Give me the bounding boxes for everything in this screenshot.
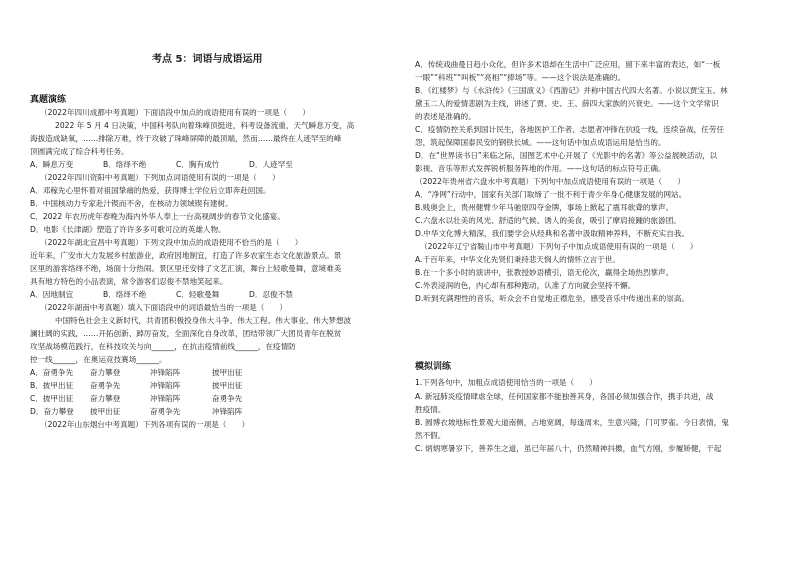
q5-option-c-line: C．疫情防控关系到国计民生，各地医护工作者、志愿者冲锋在抗疫一线，连续奋战，任劳任 xyxy=(415,125,725,134)
q1-stem: （2022年四川成都中考真题）下面语段中加点的成语使用有误的一项是（ ） xyxy=(40,108,310,117)
q3-stem: （2022年湖北宜昌中考真题）下列文段中加点的成语使用不恰当的是（ ） xyxy=(40,238,303,247)
q5-option-a-line: A．传统戏曲曼日趋小众化，但许多术语却在生活中广泛应用，留下来丰富的表达，如“一板 xyxy=(415,60,721,69)
q2-option: B．中国核动力专家赴汁锲而不舍，在核动力领域锲有建树。 xyxy=(30,199,233,208)
q3-option: B．络绎不绝 xyxy=(103,290,147,299)
q5-option-d-line: D．在“世界读书日”来临之际，国图艺术中心开展了《光影中的名著》等公益展映活动，以 xyxy=(415,151,718,160)
q4-cell: 冲锋陷阵 xyxy=(212,407,243,416)
q6-option: D.中华文化博大精深，我们要学会从经典和名著中汲取精神养料，不断充实自我。 xyxy=(415,229,690,238)
q4-passage-line: 澜壮阔的实践，……开拓创新、踔厉奋发，全面深化自身改革，团结带领广大团员青年在脱贫 xyxy=(30,329,342,338)
q3-option: A．因地制宜 xyxy=(30,290,74,299)
page-title: 考点 5：词语与成语运用 xyxy=(152,54,263,65)
q5-option-b-line: 的表述是准确的。 xyxy=(415,112,476,121)
q4-cell: 奋力攀登 xyxy=(90,368,121,377)
m1-stem: 1.下列各句中，加粗点成语使用恰当的一项是（ ） xyxy=(415,378,597,387)
q2-option: C．2022 年农历虎年春晚为海内外华人奉上一台高视阔步的春节文化盛宴。 xyxy=(30,212,285,221)
q4-cell: 冲锋陷阵 xyxy=(150,381,181,390)
q4-cell: 奋力攀登 xyxy=(90,394,121,403)
q2-option: A．邓稼先心里怀着对祖国挚痛的热爱，获得博士学位后立即奔赴回国。 xyxy=(30,186,271,195)
q7-stem: （2022年辽宁省鞍山市中考真题）下列句子中加点成语使用有误的一项是（ ） xyxy=(420,242,698,251)
q4-stem: （2022年湖南中考真题）填入下面语段中的词语最恰当的一项是（ ） xyxy=(40,303,288,312)
m1-option-a-line: A. 新冠肺炎疫情肆虐全球，任何国家都不能独善其身，各国必须加强合作，携手共进，战 xyxy=(415,392,714,401)
q1-passage-line: 海拔造成缺氧，……排除万难，终于攻破了珠峰屏障的最顶端，然而……最终在人迹罕至的峰 xyxy=(30,134,342,143)
q4-cell: 披甲出征 xyxy=(212,368,243,377)
q1-option: A．瞬息万变 xyxy=(30,160,74,169)
q1-passage-line: 顶圆满完成了综合科考任务。 xyxy=(30,147,129,156)
q2-stem: （2022年四川资阳中考真题）下列加点词语使用有误的一项是（ ） xyxy=(40,173,280,182)
q4-cell: 披甲出征 xyxy=(212,381,243,390)
q4-cell: 奋勇争先 xyxy=(212,394,243,403)
q6-option: A．“净网”行动中，国家有关部门取缔了一批不利于青少年身心健康发展的网站。 xyxy=(415,190,687,199)
q7-option: C.外表浸润的色，内心却有那种跑动，认准了方向就会坚持不懈。 xyxy=(415,281,636,290)
q5-option-c-line: 怨，筑起保障国泰民安的钢铁长城。——这句话中加点成语运用是恰当的。 xyxy=(415,138,666,147)
m1-option-b-line: 然不假。 xyxy=(415,431,446,440)
q4-cell: 冲锋陷阵 xyxy=(150,368,181,377)
m1-option-a-line: 胜疫情。 xyxy=(415,405,446,414)
q5-option-a-line: 一眼”“科班”“叫板”“亮相”“捧场”等。——这个说法是准确的。 xyxy=(415,73,626,82)
q6-option: C.六盘水以壮美的风光、舒适的气候、诱人的美食，吸引了摩肩接踵的旅游团。 xyxy=(415,216,681,225)
q1-passage-line: 2022 年 5 月 4 日决策，中国科考队向着珠峰顶挺进，科考设备流重，天气瞬息万变，高 xyxy=(55,121,355,130)
q4-cell: A．奋勇争先 xyxy=(30,368,74,377)
q4-passage-line: 攻坚战场模范践行，在科技攻关与向______，在抗击疫情前线______，在疫情防 xyxy=(30,342,296,351)
q4-cell: 披甲出征 xyxy=(90,407,121,416)
q5-stem: （2022年山东烟台中考真题）下列各项有误的一项是（ ） xyxy=(40,420,250,429)
q1-option: C．胸有成竹 xyxy=(176,160,220,169)
q5-option-d-line: 影视、音乐等形式发挥锐析服务阵地的作用。——这句话的标点符号正确。 xyxy=(415,164,666,173)
q3-option: D．忍俊不禁 xyxy=(249,290,293,299)
q4-cell: D．奋力攀登 xyxy=(30,407,74,416)
q1-option: B．络绎不绝 xyxy=(103,160,147,169)
q5-option-b-line: 黛玉二人的爱情悲剧为主线，讲述了贾、史、王、薛四大家族的兴衰史。——这个文学常识 xyxy=(415,99,719,108)
section-heading-moni: 模拟训练 xyxy=(415,362,452,372)
q3-passage-line: 区里的游客络绎不绝，场面十分热闹。景区里还安排了文艺汇演，舞台上轻歌曼舞，意境难美 xyxy=(30,264,342,273)
q4-cell: 奋勇争先 xyxy=(150,407,181,416)
q5-option-b-line: B．《红楼梦》与《水浒传》《三国演义》《西游记》并称中国古代四大名著。小说以贾宝玉、林 xyxy=(415,86,728,95)
q2-option: D．电影《长津湖》塑造了许许多多可歌可泣的英雄人物。 xyxy=(30,225,226,234)
q7-option: A.千百年来，中华文化先贤们秉持悲天悯人的情怀立言于世。 xyxy=(415,255,620,264)
q4-cell: 奋勇争先 xyxy=(90,381,121,390)
q4-cell: 冲锋陷阵 xyxy=(150,394,181,403)
q3-option: C．轻歌曼舞 xyxy=(176,290,220,299)
q4-passage-line: 中国特色社会主义新时代，共青团积极投身伟大斗争、伟大工程、伟大事业、伟大梦想波 xyxy=(55,316,352,325)
q3-passage-line: 近年来，广安市大力发展乡村旅游业，政府因地制宜，打造了许多农家生态文化旅游景点。景 xyxy=(30,251,342,260)
m1-option-b-line: B. 圆博衣坡地标性景观大道南侧，占地宽阔，每逢周末，生意兴隆，门可罗雀。今日表情，鬼 xyxy=(415,418,729,427)
q4-cell: C．披甲出征 xyxy=(30,394,74,403)
q4-passage-line: 控一线______，在奥运竞技赛场______。 xyxy=(30,355,167,364)
q4-cell: B．披甲出征 xyxy=(30,381,74,390)
q6-option: B.贱奥会上，贵州健臂少年马驰原四夺金牌，事场上掀起了震耳欲聋的掌声。 xyxy=(415,203,674,212)
q7-option: D.听到充满理性的音乐，听众会不自觉地正襟危坐，感受音乐中传递出来的崇高。 xyxy=(415,294,690,303)
q6-stem: （2022年贵州省六盘水中考真题）下列句中加点成语使用有误的一项是（ ） xyxy=(415,177,685,186)
q7-option: B.在一个多小时的演讲中，张教授妙语横引，语无伦次，赢得全场热烈掌声。 xyxy=(415,268,674,277)
m1-option-c-line: C. 炳炳寒暑岁下，善养生之道，虽已年届八十，仍然精神抖擞，血气方刚，步履矫健，干起 xyxy=(415,444,722,453)
q1-option: D．人迹罕至 xyxy=(249,160,293,169)
q3-passage-line: 具有地方特色的小品表演，常令游客们忍俊不禁地笑起来。 xyxy=(30,277,228,286)
section-heading-zhenti: 真题演练 xyxy=(30,95,67,105)
